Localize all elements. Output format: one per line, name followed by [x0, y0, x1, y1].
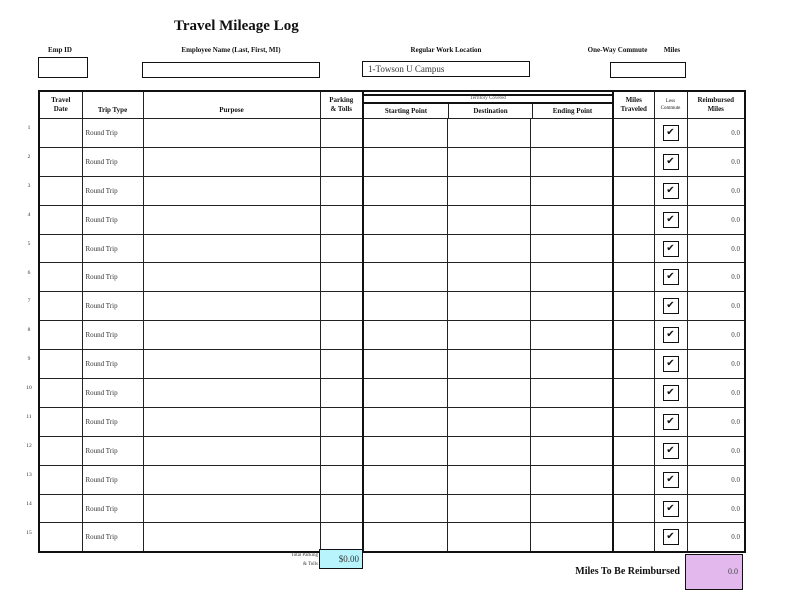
travel-date-cell[interactable] [39, 147, 82, 176]
table-row [39, 263, 745, 292]
ending-point-cell[interactable] [530, 292, 613, 321]
starting-point-cell[interactable] [363, 263, 447, 292]
ending-point-cell[interactable] [530, 234, 613, 263]
parking-cell[interactable] [320, 350, 363, 379]
reimbursed-miles-cell: 0.0 [687, 436, 745, 465]
miles-traveled-cell[interactable] [613, 321, 654, 350]
destination-cell[interactable] [447, 465, 530, 494]
parking-cell[interactable] [320, 436, 363, 465]
miles-traveled-cell[interactable] [613, 234, 654, 263]
less-commute-cell [654, 321, 687, 350]
reimbursed-miles-cell: 0.0 [687, 407, 745, 436]
reimbursed-miles-cell: 0.0 [687, 465, 745, 494]
destination-cell[interactable] [447, 147, 530, 176]
destination-cell[interactable] [447, 321, 530, 350]
emp-id-label: Emp ID [48, 46, 72, 54]
table-row [39, 205, 745, 234]
trip-type-cell[interactable]: Round Trip [82, 176, 143, 205]
less-commute-cell [654, 119, 687, 148]
starting-point-cell[interactable] [363, 494, 447, 523]
parking-cell[interactable] [320, 205, 363, 234]
reimbursed-miles-cell: 0.0 [687, 321, 745, 350]
less-commute-cell [654, 523, 687, 552]
table-row [39, 379, 745, 408]
less-commute-checkbox[interactable]: ✔ [663, 414, 679, 430]
less-commute-cell [654, 407, 687, 436]
less-commute-checkbox[interactable]: ✔ [663, 385, 679, 401]
work-location-field[interactable]: 1-Towson U Campus [362, 61, 530, 77]
row-number: 5 [27, 240, 31, 247]
miles-traveled-cell[interactable] [613, 379, 654, 408]
starting-point-cell[interactable] [363, 523, 447, 552]
travel-date-cell[interactable] [39, 205, 82, 234]
less-commute-cell [654, 263, 687, 292]
commute-miles-label: Miles [663, 46, 681, 54]
col-miles-traveled: Miles Traveled [613, 91, 654, 119]
table-row [39, 147, 745, 176]
col-travel-date: Travel Date [39, 91, 82, 119]
row-number: 15 [26, 529, 32, 536]
reimbursed-miles-cell: 0.0 [687, 494, 745, 523]
less-commute-checkbox[interactable]: ✔ [663, 327, 679, 343]
less-commute-cell [654, 234, 687, 263]
territory-covered-label: Territory Covered [364, 94, 612, 104]
ending-point-cell[interactable] [530, 176, 613, 205]
travel-date-cell[interactable] [39, 494, 82, 523]
less-commute-cell [654, 494, 687, 523]
trip-type-cell[interactable]: Round Trip [82, 494, 143, 523]
row-number: 11 [26, 414, 32, 420]
less-commute-cell [654, 465, 687, 494]
less-commute-cell [654, 147, 687, 176]
trip-type-cell[interactable]: Round Trip [82, 465, 143, 494]
parking-cell[interactable] [320, 523, 363, 552]
parking-cell[interactable] [320, 465, 363, 494]
destination-cell[interactable] [447, 436, 530, 465]
miles-traveled-cell[interactable] [613, 350, 654, 379]
trip-type-cell[interactable]: Round Trip [82, 234, 143, 263]
ending-point-cell[interactable] [530, 523, 613, 552]
total-parking-label: Total Parking & Tolls [290, 553, 318, 567]
ending-point-cell[interactable] [530, 263, 613, 292]
destination-cell[interactable] [447, 292, 530, 321]
trip-type-cell[interactable]: Round Trip [82, 205, 143, 234]
parking-cell[interactable] [320, 234, 363, 263]
miles-to-be-reimbursed-value: 0.0 [685, 554, 743, 590]
destination-cell[interactable] [447, 176, 530, 205]
purpose-cell[interactable] [143, 147, 320, 176]
ending-point-cell[interactable] [530, 436, 613, 465]
less-commute-checkbox[interactable]: ✔ [663, 298, 679, 314]
trip-type-cell[interactable]: Round Trip [82, 321, 143, 350]
row-number: 9 [27, 356, 31, 363]
col-destination: Destination [449, 104, 533, 118]
ending-point-cell[interactable] [530, 119, 613, 148]
starting-point-cell[interactable] [363, 436, 447, 465]
starting-point-cell[interactable] [363, 407, 447, 436]
purpose-cell[interactable] [143, 176, 320, 205]
trip-type-cell[interactable]: Round Trip [82, 436, 143, 465]
purpose-cell[interactable] [143, 523, 320, 552]
work-location-label: Regular Work Location [410, 46, 482, 54]
trip-type-cell[interactable]: Round Trip [82, 379, 143, 408]
less-commute-checkbox[interactable]: ✔ [663, 241, 679, 257]
trip-type-cell[interactable]: Round Trip [82, 119, 143, 148]
starting-point-cell[interactable] [363, 147, 447, 176]
table-row [39, 321, 745, 350]
reimbursed-miles-cell: 0.0 [687, 350, 745, 379]
less-commute-cell [654, 379, 687, 408]
less-commute-checkbox[interactable]: ✔ [663, 212, 679, 228]
travel-date-cell[interactable] [39, 407, 82, 436]
parking-cell[interactable] [320, 176, 363, 205]
miles-traveled-cell[interactable] [613, 292, 654, 321]
reimbursed-miles-cell: 0.0 [687, 147, 745, 176]
less-commute-checkbox[interactable]: ✔ [663, 443, 679, 459]
reimbursed-miles-cell: 0.0 [687, 263, 745, 292]
table-row [39, 119, 745, 148]
reimbursed-miles-cell: 0.0 [687, 119, 745, 148]
total-parking-value: $0.00 [319, 549, 363, 569]
travel-date-cell[interactable] [39, 523, 82, 552]
col-parking: Parking & Tolls [320, 91, 363, 119]
less-commute-checkbox[interactable]: ✔ [663, 472, 679, 488]
miles-traveled-cell[interactable] [613, 436, 654, 465]
col-less-commute: Less Commute [654, 91, 687, 119]
row-number: 6 [27, 269, 31, 276]
starting-point-cell[interactable] [363, 321, 447, 350]
less-commute-checkbox[interactable]: ✔ [663, 154, 679, 170]
starting-point-cell[interactable] [363, 379, 447, 408]
employee-name-field[interactable] [142, 62, 320, 78]
starting-point-cell[interactable] [363, 234, 447, 263]
travel-date-cell[interactable] [39, 379, 82, 408]
starting-point-cell[interactable] [363, 205, 447, 234]
table-row [39, 292, 745, 321]
row-number: 2 [27, 153, 31, 160]
travel-date-cell[interactable] [39, 119, 82, 148]
purpose-cell[interactable] [143, 407, 320, 436]
destination-cell[interactable] [447, 119, 530, 148]
reimbursed-miles-cell: 0.0 [687, 205, 745, 234]
territory-covered-group [363, 91, 613, 119]
starting-point-cell[interactable] [363, 350, 447, 379]
less-commute-cell [654, 176, 687, 205]
row-number: 10 [26, 385, 32, 392]
reimbursed-miles-cell: 0.0 [687, 292, 745, 321]
less-commute-checkbox[interactable]: ✔ [663, 356, 679, 372]
row-number: 7 [27, 298, 31, 305]
trip-type-cell[interactable]: Round Trip [82, 407, 143, 436]
table-row [39, 465, 745, 494]
travel-date-cell[interactable] [39, 436, 82, 465]
destination-cell[interactable] [447, 523, 530, 552]
ending-point-cell[interactable] [530, 205, 613, 234]
miles-traveled-cell[interactable] [613, 523, 654, 552]
travel-date-cell[interactable] [39, 465, 82, 494]
ending-point-cell[interactable] [530, 407, 613, 436]
less-commute-cell [654, 292, 687, 321]
row-number: 4 [27, 211, 31, 218]
table-row [39, 523, 745, 552]
ending-point-cell[interactable] [530, 379, 613, 408]
miles-traveled-cell[interactable] [613, 119, 654, 148]
starting-point-cell[interactable] [363, 176, 447, 205]
row-number: 12 [26, 442, 32, 449]
row-number: 3 [27, 182, 31, 189]
parking-cell[interactable] [320, 379, 363, 408]
travel-date-cell[interactable] [39, 292, 82, 321]
miles-traveled-cell[interactable] [613, 263, 654, 292]
starting-point-cell[interactable] [363, 292, 447, 321]
starting-point-cell[interactable] [363, 465, 447, 494]
page-title: Travel Mileage Log [174, 18, 299, 34]
parking-cell[interactable] [320, 494, 363, 523]
parking-cell[interactable] [320, 119, 363, 148]
parking-cell[interactable] [320, 321, 363, 350]
miles-traveled-cell[interactable] [613, 494, 654, 523]
purpose-cell[interactable] [143, 379, 320, 408]
parking-cell[interactable] [320, 147, 363, 176]
destination-cell[interactable] [447, 263, 530, 292]
ending-point-cell[interactable] [530, 494, 613, 523]
travel-date-cell[interactable] [39, 263, 82, 292]
starting-point-cell[interactable] [363, 119, 447, 148]
trip-type-cell[interactable]: Round Trip [82, 523, 143, 552]
travel-date-cell[interactable] [39, 321, 82, 350]
miles-traveled-cell[interactable] [613, 147, 654, 176]
reimbursed-miles-cell: 0.0 [687, 234, 745, 263]
table-row [39, 494, 745, 523]
row-number: 1 [27, 125, 31, 131]
destination-cell[interactable] [447, 350, 530, 379]
commute-label: One-Way Commute [587, 46, 648, 54]
less-commute-checkbox[interactable]: ✔ [663, 183, 679, 199]
miles-traveled-cell[interactable] [613, 465, 654, 494]
table-row [39, 176, 745, 205]
travel-date-cell[interactable] [39, 234, 82, 263]
reimbursed-miles-cell: 0.0 [687, 523, 745, 552]
travel-date-cell[interactable] [39, 176, 82, 205]
destination-cell[interactable] [447, 379, 530, 408]
parking-cell[interactable] [320, 292, 363, 321]
purpose-cell[interactable] [143, 494, 320, 523]
travel-date-cell[interactable] [39, 350, 82, 379]
parking-cell[interactable] [320, 407, 363, 436]
col-ending-point: Ending Point [552, 107, 593, 115]
purpose-cell[interactable] [143, 465, 320, 494]
row-number: 14 [26, 500, 32, 507]
col-reimbursed-miles: Reimbursed Miles [687, 91, 745, 119]
commute-miles-field[interactable] [610, 62, 686, 78]
table-row [39, 436, 745, 465]
col-trip-type: Trip Type [82, 91, 143, 119]
trip-type-cell[interactable]: Round Trip [82, 263, 143, 292]
purpose-cell[interactable] [143, 263, 320, 292]
less-commute-checkbox[interactable]: ✔ [663, 125, 679, 141]
purpose-cell[interactable] [143, 234, 320, 263]
reimbursed-miles-cell: 0.0 [687, 176, 745, 205]
col-purpose: Purpose [143, 91, 320, 119]
row-number: 8 [27, 327, 31, 334]
row-number: 13 [26, 471, 32, 478]
trip-type-cell[interactable]: Round Trip [82, 350, 143, 379]
less-commute-checkbox[interactable]: ✔ [663, 529, 679, 545]
ending-point-cell[interactable] [530, 147, 613, 176]
mileage-log-table [38, 90, 746, 553]
less-commute-checkbox[interactable]: ✔ [663, 501, 679, 517]
purpose-cell[interactable] [143, 436, 320, 465]
ending-point-cell[interactable] [530, 465, 613, 494]
employee-name-label: Employee Name (Last, First, MI) [181, 46, 281, 54]
ending-point-cell[interactable] [530, 350, 613, 379]
miles-to-be-reimbursed-label: Miles To Be Reimbursed [575, 566, 680, 577]
reimbursed-miles-cell: 0.0 [687, 379, 745, 408]
miles-traveled-cell[interactable] [613, 407, 654, 436]
less-commute-cell [654, 350, 687, 379]
table-header-row [39, 91, 745, 119]
purpose-cell[interactable] [143, 205, 320, 234]
purpose-cell[interactable] [143, 119, 320, 148]
miles-traveled-cell[interactable] [613, 205, 654, 234]
less-commute-cell [654, 205, 687, 234]
purpose-cell[interactable] [143, 292, 320, 321]
destination-cell[interactable] [447, 494, 530, 523]
ending-point-cell[interactable] [530, 321, 613, 350]
miles-traveled-cell[interactable] [613, 176, 654, 205]
destination-cell[interactable] [447, 234, 530, 263]
parking-cell[interactable] [320, 263, 363, 292]
less-commute-checkbox[interactable]: ✔ [663, 269, 679, 285]
purpose-cell[interactable] [143, 321, 320, 350]
purpose-cell[interactable] [143, 350, 320, 379]
destination-cell[interactable] [447, 205, 530, 234]
table-row [39, 234, 745, 263]
emp-id-field[interactable] [38, 57, 88, 78]
table-row [39, 350, 745, 379]
trip-type-cell[interactable]: Round Trip [82, 292, 143, 321]
destination-cell[interactable] [447, 407, 530, 436]
trip-type-cell[interactable]: Round Trip [82, 147, 143, 176]
table-row [39, 407, 745, 436]
less-commute-cell [654, 436, 687, 465]
col-starting-point: Starting Point [364, 104, 449, 118]
